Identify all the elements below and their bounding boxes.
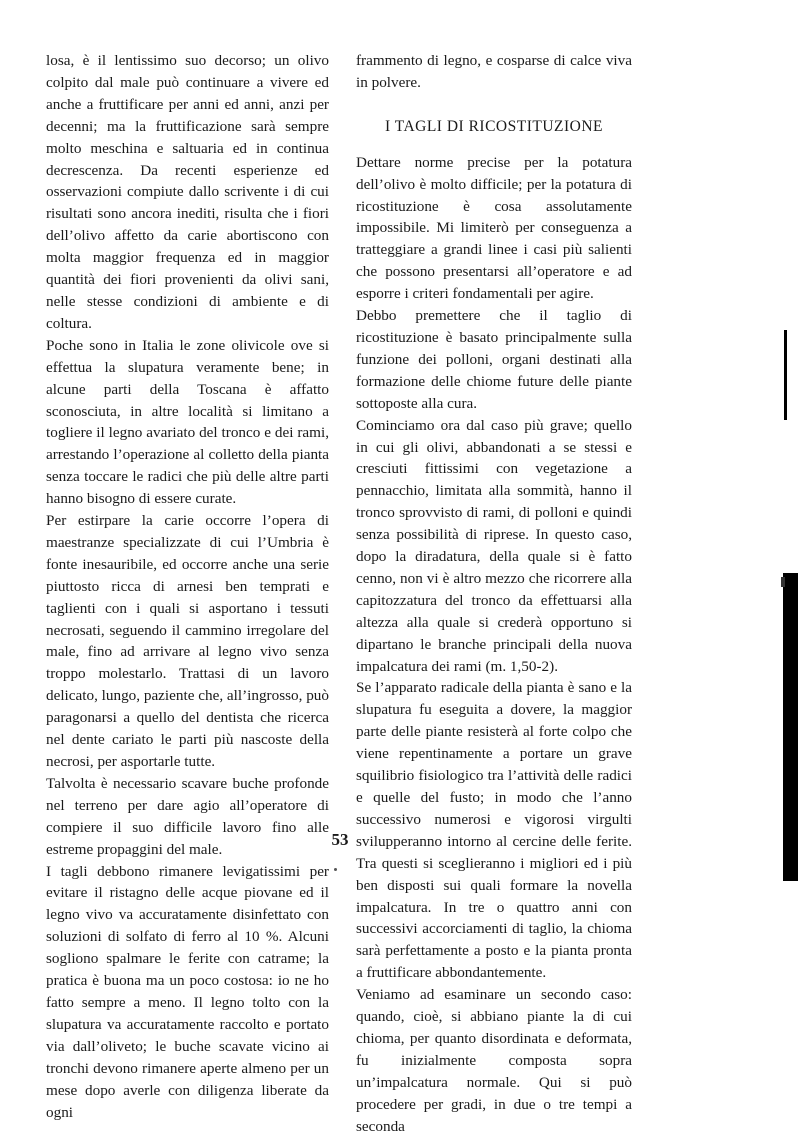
paragraph: Dettare norme precise per la potatura dell’olivo è molto difficile; per la potatura di ricostituzione è cosa assolutamente impossibile. Mi limiterò per conseguenza a tratteggiare a grandi linee i casi più salienti che possono presentarsi all’operatore e ad esporre i criteri fondamentali per agire. (356, 153, 632, 303)
paragraph: I tagli debbono rimanere levigatissimi per evitare il ristagno delle acque piovane ed il legno vivo va accuratamente disinfettato con soluzioni di solfato di ferro al 10 %. Alcuni sogliono spalmare le ferite con catrame; la pratica è buona ma un poco costosa: io ne ho fatto sempre a meno. Il legno tolto con la slupatura va accuratamente raccolto e portato via dall’oliveto; le buche scavate vicino ai tronchi devono rimanere aperte almeno per un mese dopo averle con diligenza liberate da ogni (46, 862, 329, 1121)
print-speck (334, 868, 337, 871)
paragraph: Per estirpare la carie occorre l’opera di maestranze specializzate di cui l’Umbria è fonte inesauribile, ed occorre anche una serie piuttosto ricca di arnesi ben temprati e taglienti con i quali si asportano i tessuti necrosati, seguendo il cammino irregolare del male, fino ad arrivare al legno vivo senza troppo molestarlo. Trattasi di un lavoro delicato, lungo, paziente che, all’ingrosso, può paragonarsi a quello del dentista che ricerca nel dente cariato le parti più nascoste della necrosi, per asportarle tutte. (46, 512, 329, 770)
section-heading: I TAGLI DI RICOSTITUZIONE (384, 117, 604, 135)
paragraph: Talvolta è necessario scavare buche profonde nel terreno per dare agio all’operatore di compiere il suo difficile lavoro fino alle estreme propaggini del male. (46, 774, 329, 858)
scan-edge-shadow (783, 573, 798, 881)
paragraph: Veniamo ad esaminare un secondo caso: quando, cioè, si abbiano piante la di cui chioma, per quanto disordinata e deformata, fu inizialmente composta sopra un’impalcatura normale. Qui si può procedere per gradi, in due o tre tempi a seconda (356, 986, 632, 1135)
paragraph: Cominciamo ora dal caso più grave; quello in cui gli olivi, abbandonati a se stessi e cresciuti fittissimi con vegetazione a pennacchio, limitata alla sommità, hanno il tronco sprovvisto di rami, di polloni e quindi senza possibilità di riprese. In questo caso, dopo la diradatura, della quale si è fatto cenno, non vi è altro mezzo che ricorrere alla capitozzatura del tronco da effettuarsi alla altezza alla quale si crederà opportuno si dipartano le branche principali della nuova impalcatura dei rami (m. 1,50-2). (356, 416, 632, 675)
paragraph: losa, è il lentissimo suo decorso; un olivo colpito dal male può continuare a vivere ed anche a fruttificare per anni ed anni, anzi per decenni; ma la fruttificazione sarà sempre molto meschina e saltuaria ed in continua decrescenza. Da recenti esperienze ed osservazioni compiute dallo scrivente i di cui risultati sono ancora inediti, risulta che i fiori dell’olivo affetto da carie abortiscono con molta maggior frequenza ed in maggior quantità dei fiori provenienti da olivi sani, nelle stesse condizioni di ambiente e di coltura. (46, 52, 329, 332)
paragraph: frammento di legno, e cosparse di calce viva in polvere. (356, 52, 632, 91)
paragraph: Poche sono in Italia le zone olivicole ove si effettua la slupatura veramente bene; in alcune parti della Toscana è affatto sconosciuta, in altre località si limitano a togliere il legno avariato del tronco e dei rami, arrestando l’operazione al colletto della pianta senza toccare le radici che più delle altre parti hanno bisogno di essere curate. (46, 336, 329, 508)
scan-edge-mark (784, 330, 787, 420)
paragraph: Debbo premettere che il taglio di ricostituzione è basato principalmente sulla funzione dei polloni, organi destinati alla formazione delle chiome future delle piante sottoposte alla cura. (356, 307, 632, 412)
page-number: 53 (331, 830, 349, 849)
left-column (46, 50, 329, 1123)
scan-edge-mark (781, 577, 785, 587)
right-column (356, 50, 632, 1138)
paragraph: Se l’apparato radicale della pianta è sano e la slupatura fu eseguita a dovere, la maggior parte delle piante resisterà al forte colpo che viene repentinamente a portare un grave squilibrio fisiologico tra l’attività delle radici e quelle del fusto; in modo che l’anno successivo numerosi e vigorosi virgulti svilupperanno intorno al cercine delle ferite. Tra questi si sceglieranno i migliori ed i più ben disposti sui quali formare la novella impalcatura. In tre o quattro anni con successivi accorciamenti di taglio, la chioma sarà perfettamente a posto e la pianta pronta a fruttificare abbondantemente. (356, 679, 632, 982)
